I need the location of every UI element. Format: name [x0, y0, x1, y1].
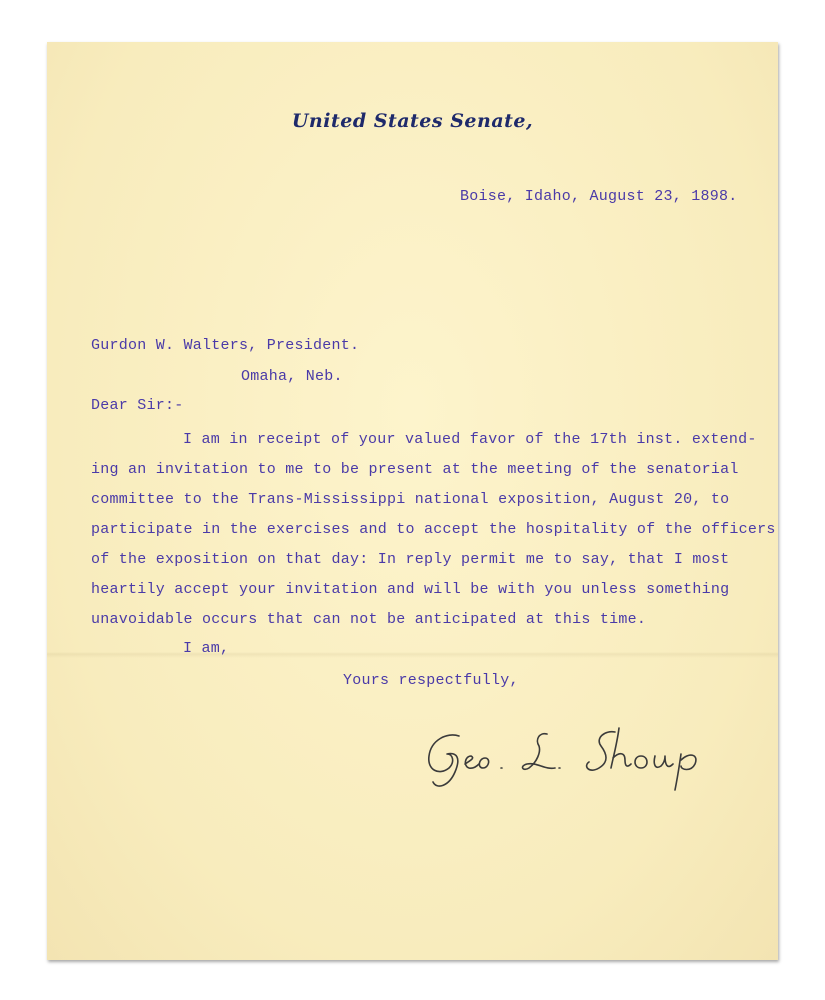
- closing-line: I am,: [183, 640, 230, 657]
- recipient-city: Omaha, Neb.: [241, 368, 343, 385]
- recipient-name: Gurdon W. Walters, President.: [91, 337, 360, 354]
- body-line: ing an invitation to me to be present at the meeting of the senatorial: [91, 461, 739, 478]
- body-line: I am in receipt of your valued favor of the 17th inst. extend-: [183, 431, 757, 448]
- letterhead: United States Senate,: [291, 110, 534, 132]
- body-line: of the exposition on that day: In reply permit me to say, that I most: [91, 551, 730, 568]
- complimentary-close: Yours respectfully,: [343, 672, 519, 689]
- body-line: participate in the exercises and to accept the hospitality of the officers: [91, 521, 776, 538]
- signature-strokes: [429, 728, 696, 790]
- dateline: Boise, Idaho, August 23, 1898.: [460, 188, 738, 205]
- salutation: Dear Sir:-: [91, 397, 184, 414]
- body-line: committee to the Trans-Mississippi national exposition, August 20, to: [91, 491, 730, 508]
- letter-page: [47, 42, 778, 960]
- signature: [419, 718, 719, 798]
- body-line: heartily accept your invitation and will be with you unless something: [91, 581, 730, 598]
- body-line: unavoidable occurs that can not be anticipated at this time.: [91, 611, 647, 628]
